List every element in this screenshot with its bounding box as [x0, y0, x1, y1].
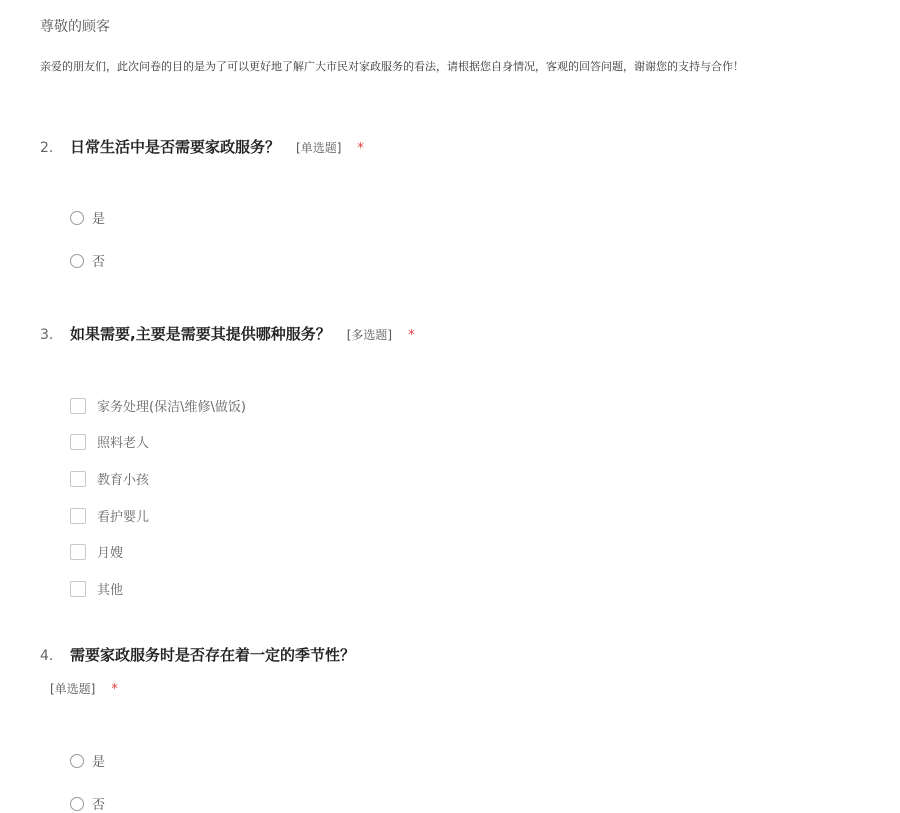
- question-number: 2.: [40, 140, 54, 156]
- required-mark: *: [111, 682, 118, 697]
- option-label: 是: [92, 212, 106, 227]
- checkbox-icon[interactable]: [70, 434, 86, 450]
- question-3-header: [40, 323, 415, 344]
- q3-option-maternity-nurse[interactable]: [70, 542, 123, 561]
- q3-option-other[interactable]: [70, 579, 123, 598]
- radio-button-icon[interactable]: [70, 211, 84, 225]
- question-title: 日常生活中是否需要家政服务？: [70, 138, 281, 156]
- greeting-title: 尊敬的顾客: [40, 19, 110, 35]
- question-title: 需要家政服务时是否存在着一定的季节性？: [70, 646, 356, 664]
- option-label: 看护婴儿: [97, 510, 150, 525]
- checkbox-icon[interactable]: [70, 508, 86, 524]
- question-type-tag: [多选题]: [346, 328, 393, 342]
- question-type-tag: [单选题]: [296, 141, 342, 155]
- q4-option-no[interactable]: [70, 794, 105, 813]
- option-label: 否: [92, 798, 106, 813]
- radio-button-icon[interactable]: [70, 797, 84, 811]
- option-label: 月嫂: [97, 546, 124, 561]
- question-4-header: [40, 644, 355, 665]
- question-number: 3.: [40, 327, 54, 343]
- checkbox-icon[interactable]: [70, 398, 86, 414]
- required-mark: *: [357, 141, 364, 156]
- q2-option-yes[interactable]: [70, 208, 105, 227]
- option-label: 照料老人: [97, 436, 150, 451]
- question-2-header: [40, 136, 364, 157]
- option-label: 教育小孩: [97, 473, 150, 488]
- radio-button-icon[interactable]: [70, 254, 84, 268]
- checkbox-icon[interactable]: [70, 544, 86, 560]
- q3-option-child-education[interactable]: [70, 469, 149, 488]
- question-title: 如果需要,主要是需要其提供哪种服务？: [70, 325, 331, 343]
- option-label: 其他: [97, 583, 124, 598]
- q3-option-elderly-care[interactable]: [70, 432, 149, 451]
- q3-option-housework[interactable]: [70, 396, 246, 415]
- option-label: 家务处理(保洁\维修\做饭): [97, 400, 246, 415]
- survey-intro: 亲爱的朋友们，此次问卷的目的是为了可以更好地了解广大市民对家政服务的看法，请根据您自身情况，客观的回答问题，谢谢您的支持与合作！: [40, 60, 744, 73]
- question-number: 4.: [40, 648, 54, 664]
- question-type-tag: [单选题]: [50, 682, 96, 696]
- q2-option-no[interactable]: [70, 251, 105, 270]
- checkbox-icon[interactable]: [70, 581, 86, 597]
- checkbox-icon[interactable]: [70, 471, 86, 487]
- question-4-meta: [50, 680, 118, 697]
- q3-option-infant-care[interactable]: [70, 506, 149, 525]
- radio-button-icon[interactable]: [70, 754, 84, 768]
- option-label: 是: [92, 755, 106, 770]
- q4-option-yes[interactable]: [70, 751, 105, 770]
- required-mark: *: [408, 328, 415, 343]
- option-label: 否: [92, 255, 106, 270]
